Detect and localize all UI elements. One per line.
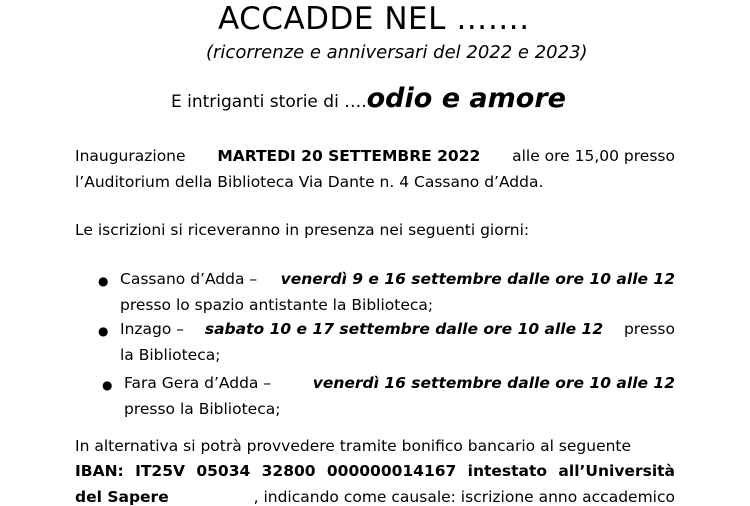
bank-causale: , indicando come causale: iscrizione anno accademico <box>253 488 675 506</box>
intro-prefix: E intriganti storie di …. <box>171 92 367 112</box>
location-item-line-1 <box>124 374 675 392</box>
bullet-dot: ● <box>98 324 109 338</box>
location-item-line-2: presso la Biblioteca; <box>124 400 281 418</box>
document-title: ACCADDE NEL ……. <box>218 1 530 37</box>
location-schedule: sabato 10 e 17 settembre dalle ore 10 alle 12 <box>204 320 604 338</box>
location-after: presso <box>619 320 675 338</box>
location-item-line-1 <box>120 320 675 338</box>
intro-line <box>171 83 566 114</box>
inauguration-suffix: alle ore 15,00 presso <box>507 147 675 165</box>
location-schedule: venerdì 9 e 16 settembre dalle ore 10 alle 12 <box>280 270 675 288</box>
inauguration-prefix: Inaugurazione <box>75 147 191 165</box>
bank-line-1: In alternativa si potrà provvedere tramite bonifico bancario al seguente <box>75 437 632 455</box>
inauguration-date: MARTEDI 20 SETTEMBRE 2022 <box>217 147 481 165</box>
location-schedule: venerdì 16 settembre dalle ore 10 alle 12 <box>312 374 675 392</box>
inauguration-line-2: l’Auditorium della Biblioteca Via Dante n. 4 Cassano d’Adda. <box>75 173 544 191</box>
location-place: Inzago – <box>120 320 189 338</box>
intro-emphasis: odio e amore <box>366 83 566 114</box>
bank-beneficiary-tail: del Sapere <box>75 488 169 506</box>
location-place: Fara Gera d’Adda – <box>124 374 277 392</box>
bank-line-3 <box>75 488 675 506</box>
bullet-dot: ● <box>98 274 109 288</box>
location-item-line-2: la Biblioteca; <box>120 346 221 364</box>
location-item-line-1 <box>120 270 675 288</box>
location-place: Cassano d’Adda – <box>120 270 263 288</box>
bank-iban: IBAN: IT25V 05034 32800 000000014167 intestato all’Università <box>75 462 675 480</box>
document-subtitle: (ricorrenze e anniversari del 2022 e 2023) <box>206 42 588 63</box>
bullet-dot: ● <box>102 378 113 392</box>
inauguration-line-1 <box>75 147 675 165</box>
location-item-line-2: presso lo spazio antistante la Biblioteca; <box>120 296 434 314</box>
registration-intro: Le iscrizioni si riceveranno in presenza nei seguenti giorni: <box>75 221 530 239</box>
